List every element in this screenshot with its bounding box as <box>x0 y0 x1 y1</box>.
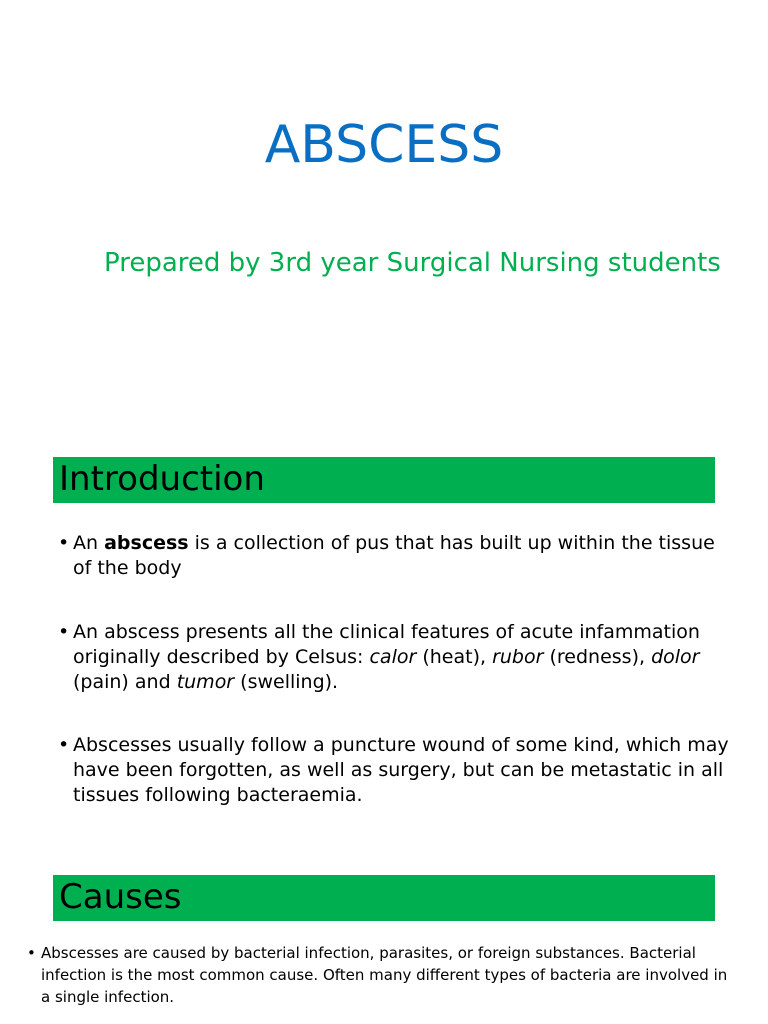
causes-heading: Causes <box>59 877 182 917</box>
italic-term: rubor <box>492 646 544 668</box>
italic-term: calor <box>369 646 417 668</box>
bullet-icon: • <box>58 734 70 756</box>
introduction-bullet-2 <box>58 620 733 695</box>
bullet-icon: • <box>58 621 70 643</box>
bullet-icon: • <box>27 944 36 962</box>
text-segment: (redness), <box>543 646 652 668</box>
italic-term: dolor <box>651 646 700 668</box>
introduction-bullet-1 <box>58 531 733 581</box>
causes-section-bar <box>53 875 715 921</box>
causes-bullet-1 <box>27 942 741 1008</box>
bold-term: abscess <box>104 532 189 554</box>
text-segment: Abscesses are caused by bacterial infection, parasites, or foreign substances. Bacterial infection is the most common cause. Often many different types of bacteria are involved in a single infection. <box>41 944 728 1006</box>
text-segment: (heat), <box>416 646 493 668</box>
italic-term: tumor <box>176 671 235 693</box>
bullet-icon: • <box>58 532 70 554</box>
introduction-heading: Introduction <box>59 459 265 499</box>
text-segment: is a collection of pus that has built up within the tissue of the body <box>73 532 715 579</box>
text-segment: (swelling). <box>234 671 339 693</box>
text-segment: (pain) and <box>73 671 177 693</box>
document-title: ABSCESS <box>264 115 504 175</box>
document-subtitle: Prepared by 3rd year Surgical Nursing students <box>104 248 721 278</box>
introduction-section-bar <box>53 457 715 503</box>
text-segment: An abscess presents all the clinical features of acute infammation originally described by Celsus: <box>73 621 700 668</box>
text-segment: Abscesses usually follow a puncture wound of some kind, which may have been forgotten, as well as surgery, but can be metastatic in all tissues following bacteraemia. <box>73 734 729 806</box>
introduction-bullet-3 <box>58 733 733 808</box>
text-segment: An <box>73 532 105 554</box>
